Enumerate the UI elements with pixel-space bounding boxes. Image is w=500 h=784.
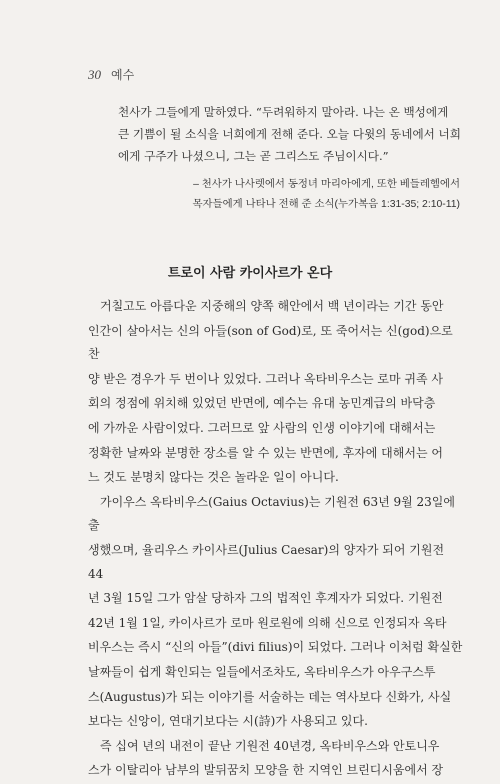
epigraph-quote (118, 101, 463, 167)
body-line: 인간이 살아서는 신의 아들(son of God)로, 또 죽어서는 신(god)으로 찬 (88, 323, 453, 362)
attribution-line: – 천사가 나사렛에서 동정녀 마리아에게, 또한 베들레헴에서 (193, 179, 460, 190)
body-line: 보다는 신앙이, 연대기보다는 시(詩)가 사용되고 있다. (88, 714, 368, 729)
quote-line: 천사가 그들에게 말하였다. “두려워하지 말아라. 나는 온 백성에게 (118, 105, 449, 119)
section-title: 트로이 사람 카이사르가 온다 (167, 266, 333, 281)
body-line: 회의 정점에 위치해 있었던 반면에, 예수는 유대 농민계급의 바닥층 (88, 396, 436, 411)
body-line: 날짜들이 쉽게 확인되는 일들에서조차도, 옥타비우스가 아우구스투 (88, 664, 436, 679)
body-line: 가이우스 옥타비우스(Gaius Octavius)는 기원전 63년 9월 23일에 출 (88, 494, 455, 533)
running-title: 예수 (111, 68, 135, 82)
quote-line: 큰 기쁨이 될 소식을 너희에게 전해 준다. 오늘 다윗의 동네에서 너희 (118, 127, 461, 141)
body-line: 양 받은 경우가 두 번이나 있었다. 그러나 옥타비우스는 로마 귀족 사 (88, 371, 443, 386)
epigraph-attribution (130, 175, 460, 215)
page-header (88, 66, 134, 83)
body-line: 즉 십여 년의 내전이 끝난 기원전 40년경, 옥타비우스와 안토니우 (100, 738, 440, 753)
body-line: 정확한 날짜와 분명한 장소를 알 수 있는 반면에, 후자에 대해서는 어 (88, 445, 443, 460)
body-line: 비우스는 즉시 “신의 아들”(divi filius)이 되었다. 그러나 이처럼 확실한 (88, 640, 463, 655)
body-line: 거칠고도 아름다운 지중해의 양쪽 해안에서 백 년이라는 기간 동안 (100, 299, 444, 313)
page-number: 30 (88, 67, 101, 82)
body-text (88, 295, 463, 784)
attribution-line: 목자들에게 나타나 전해 준 소식(누가복음 1:31-35; 2:10-11) (192, 199, 460, 210)
quote-line: 에게 구주가 나셨으니, 그는 곧 그리스도 주님이시다.” (118, 149, 389, 163)
body-line: 생했으며, 율리우스 카이사르(Julius Caesar)의 양자가 되어 기원전 44 (88, 542, 445, 581)
body-line: 에 가까운 사람이었다. 그러므로 앞 사람의 인생 이야기에 대해서는 (88, 420, 436, 435)
body-line: 스(Augustus)가 되는 이야기를 서술하는 데는 역사보다 신화가, 사실 (88, 689, 452, 704)
body-line: 년 3월 15일 그가 암살 당하자 그의 법적인 후계자가 되었다. 기원전 (88, 591, 443, 606)
body-line: 스가 이탈리아 남부의 발뒤꿈치 모양을 한 지역인 브린디시움에서 장 (88, 763, 444, 778)
body-line: 42년 1월 1일, 카이사르가 로마 원로원에 의해 신으로 인정되자 옥타 (88, 615, 447, 630)
body-line: 느 것도 분명치 않다는 것은 놀라운 일이 아니다. (88, 470, 339, 485)
